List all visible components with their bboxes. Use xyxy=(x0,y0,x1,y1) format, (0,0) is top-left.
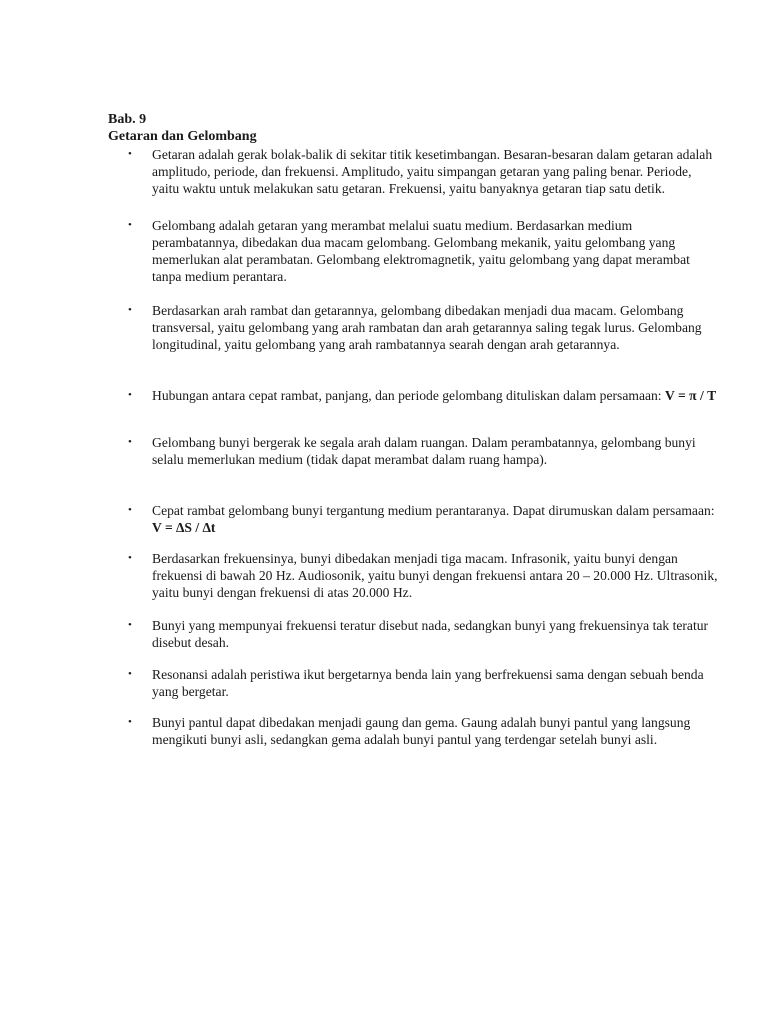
list-item-text: Berdasarkan arah rambat dan getarannya, gelombang dibedakan menjadi dua macam. Gelombang transversal, yaitu gelombang yang arah rambatan dan arah getarannya saling tegak lurus. Gelombang longitudinal, yaitu gelombang yang arah rambatannya searah dengan arah getarannya. xyxy=(152,303,702,352)
bullet-icon: • xyxy=(128,304,132,316)
formula: V = π / T xyxy=(664,388,717,403)
list-item-text: Gelombang adalah getaran yang merambat melalui suatu medium. Berdasarkan medium perambatannya, dibedakan dua macam gelombang. Gelombang mekanik, yaitu gelombang yang memerlukan alat perambatan. Gelombang elektromagnetik, yaitu gelombang yang dapat merambat tanpa medium perantara. xyxy=(152,218,690,284)
list-item-text-container xyxy=(152,387,718,404)
bullet-icon: • xyxy=(128,504,132,516)
bullet-icon: • xyxy=(128,389,132,401)
bullet-icon: • xyxy=(128,148,132,160)
bullet-icon: • xyxy=(128,219,132,231)
bullet-icon: • xyxy=(128,436,132,448)
list-item-text: Cepat rambat gelombang bunyi tergantung medium perantaranya. Dapat dirumuskan dalam persamaan: xyxy=(152,503,715,518)
chapter-heading: Bab. 9 xyxy=(108,112,147,127)
bullet-icon: • xyxy=(128,668,132,680)
formula: V = ∆S / ∆t xyxy=(152,520,216,535)
bullet-icon: • xyxy=(128,619,132,631)
section-title: Getaran dan Gelombang xyxy=(108,129,257,144)
bullet-icon: • xyxy=(128,716,132,728)
list-item-text: Gelombang bunyi bergerak ke segala arah dalam ruangan. Dalam perambatannya, gelombang bunyi selalu memerlukan medium (tidak dapat merambat dalam ruang hampa). xyxy=(152,435,696,467)
bullet-icon: • xyxy=(128,552,132,564)
list-item-text: Berdasarkan frekuensinya, bunyi dibedakan menjadi tiga macam. Infrasonik, yaitu bunyi dengan frekuensi di bawah 20 Hz. Audiosonik, yaitu bunyi dengan frekuensi antara 20 – 20.000 Hz. Ultrasonik, yaitu bunyi dengan frekuensi di atas 20.000 Hz. xyxy=(152,551,718,600)
list-item-text: Bunyi pantul dapat dibedakan menjadi gaung dan gema. Gaung adalah bunyi pantul yang langsung mengikuti bunyi asli, sedangkan gema adalah bunyi pantul yang terdengar setelah bunyi asli. xyxy=(152,715,691,747)
list-item-text: Getaran adalah gerak bolak-balik di sekitar titik kesetimbangan. Besaran-besaran dalam getaran adalah amplitudo, periode, dan frekuensi. Amplitudo, yaitu simpangan getaran yang paling benar. Periode, yaitu waktu untuk melakukan satu getaran. Frekuensi, yaitu banyaknya getaran tiap satu detik. xyxy=(152,147,713,196)
list-item-text: Bunyi yang mempunyai frekuensi teratur disebut nada, sedangkan bunyi yang frekuensinya tak teratur disebut desah. xyxy=(152,618,709,650)
list-item-text-container xyxy=(152,502,718,536)
list-item-text: Resonansi adalah peristiwa ikut bergetarnya benda lain yang berfrekuensi sama dengan sebuah benda yang bergetar. xyxy=(152,667,704,699)
list-item-text: Hubungan antara cepat rambat, panjang, dan periode gelombang dituliskan dalam persamaan: xyxy=(152,388,665,403)
